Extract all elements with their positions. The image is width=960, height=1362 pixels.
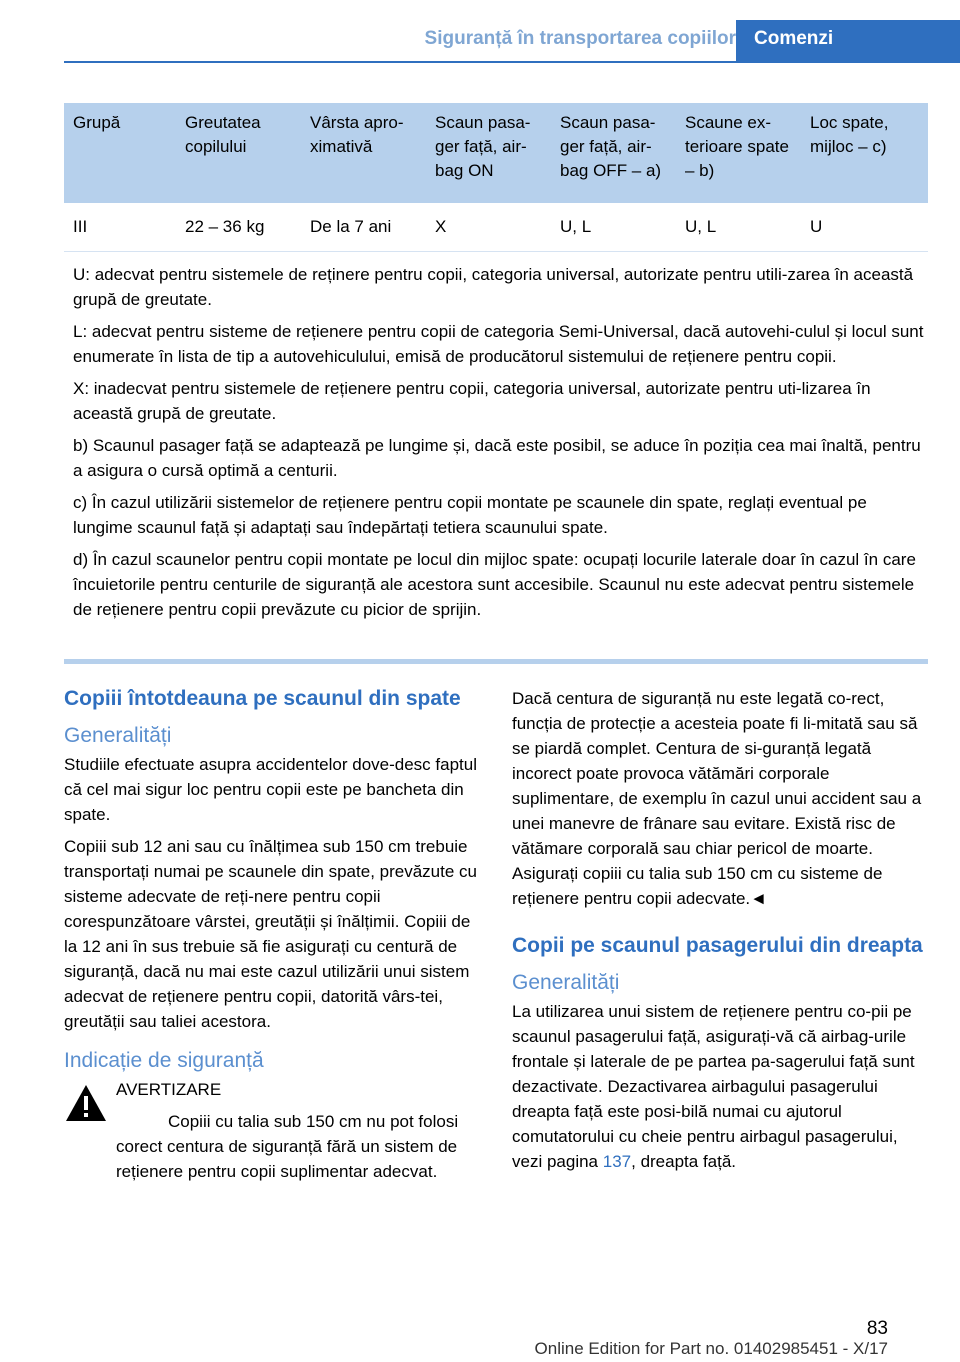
left-column xyxy=(64,686,480,1191)
paragraph: Copiii sub 12 ani sau cu înălțimea sub 150 cm trebuie transportați numai pe scaunele din spate, prevăzute cu sisteme adecvate de reți-nere pentru copii corespunzătoare vârstei, greutății și înălțimii. Copiii de la 12 ani în sus trebuie să fie asigurați cu centură de siguranță, dacă nu mai este cazul utilizării unui sistem adecvat de rețienere pentru copii, datorită vârs-tei, greutății sau taliei acestora. xyxy=(64,837,477,1031)
note-d: d) În cazul scaunelor pentru copii montate pe locul din mijloc spate: ocupați locurile laterale doar în cazul în care încuietorile pentru centurile de siguranță ale acestora sunt accesibile. Scaunul nu este adecvat pentru sistemele de rețienere pentru copii prevăzute cu picior de sprijin. xyxy=(73,550,916,619)
table-header-cell: Vârsta apro-ximativă xyxy=(301,103,426,203)
table-header-row xyxy=(64,103,928,203)
page-header xyxy=(0,20,960,61)
paragraph: Studiile efectuate asupra accidentelor dove-desc faptul că cel mai sigur loc pentru copii este pe bancheta din spate. xyxy=(64,755,477,824)
paragraph: La utilizarea unui sistem de rețienere pentru co-pii pe scaunul pasagerului față, asigurați-vă că airbag-urile frontale și laterale de pe partea pa-sagerului față sunt dezactivate. Dezactivarea airbagului pasagerului dreapta față este posi-bilă numai cu ajutorul comutatorului cu cheie pentru airbagul pasagerului, vezi pagina 137, dreapta față. xyxy=(512,1002,915,1171)
table-header-cell: Scaun pasa-ger față, air-bag ON xyxy=(426,103,551,203)
table-cell: U, L xyxy=(551,203,676,252)
child-seat-table xyxy=(64,103,928,252)
warning-text: Copiii cu talia sub 150 cm nu pot folosi corect centura de siguranță fără un sistem de rețienere pentru copii suplimentar adecvat. xyxy=(116,1112,459,1181)
table-cell: U, L xyxy=(676,203,801,252)
table-cell: De la 7 ani xyxy=(301,203,426,252)
page-link[interactable]: 137 xyxy=(602,1152,632,1171)
note-x: X: inadecvat pentru sistemele de rețienere pentru copii, categoria universal, autorizate pentru uti-lizarea în această grupă de greutate. xyxy=(73,379,871,423)
table-cell: III xyxy=(64,203,176,252)
header-divider xyxy=(64,61,960,63)
warning-title: AVERTIZARE xyxy=(116,1080,222,1099)
paragraph: Dacă centura de siguranță nu este legată co-rect, funcția de protecție a acesteia poate fi li-mitată sau să se piardă complet. Centura de si-guranță legată incorect poate provoca vătămări corporale suplimentare, de exemplu în cazul unui accident sau a unei manevre de frânare sau evitare. Există risc de vătămare corporală sau chiar pericol de moarte. Asigurați copiii cu talia sub 150 cm cu sisteme de rețienere pentru copii adecvate.◄ xyxy=(512,689,922,908)
table-header-cell: Loc spate, mijloc – c) xyxy=(801,103,928,203)
subsection-heading: Indicație de siguranță xyxy=(64,1049,264,1072)
section-title: Siguranță în transportarea copiilor xyxy=(424,28,736,49)
table-cell: U xyxy=(801,203,928,252)
edition-footer: Online Edition for Part no. 01402985451 - X/17 xyxy=(534,1339,888,1358)
note-u: U: adecvat pentru sistemele de reținere pentru copii, categoria universal, autorizate pentru utili-zarea în această grupă de greutate. xyxy=(73,265,914,309)
table-notes xyxy=(64,262,928,629)
table-cell: X xyxy=(426,203,551,252)
table-header-cell: Greutatea copilului xyxy=(176,103,301,203)
table-cell: 22 – 36 kg xyxy=(176,203,301,252)
table-row xyxy=(64,203,928,252)
table-header-cell: Scaune ex-terioare spate – b) xyxy=(676,103,801,203)
chapter-tab: Comenzi xyxy=(736,20,960,61)
warning-triangle-icon xyxy=(64,1083,108,1123)
note-c: c) În cazul utilizării sistemelor de rețienere pentru copii montate pe scaunele din spate, reglați eventual pe lungime scaunul față și adaptați sau îndepărtați tetiera scaunului spate. xyxy=(73,493,867,537)
warning-block xyxy=(64,1077,480,1184)
subsection-heading: Generalități xyxy=(64,724,172,747)
section-heading: Copii pe scaunul pasagerului din dreapta xyxy=(512,934,923,957)
page-number: 83 xyxy=(866,1318,888,1339)
note-b: b) Scaunul pasager față se adaptează pe lungime și, dacă este posibil, se aduce în poziția cea mai înaltă, pentru a asigura o cursă optimă a centurii. xyxy=(73,436,921,480)
right-column xyxy=(512,686,928,1181)
subsection-heading: Generalități xyxy=(512,971,620,994)
note-l: L: adecvat pentru sisteme de rețienere pentru copii de categoria Semi-Universal, dacă autovehi-culul și locul sunt enumerate în lista de tip a autovehiculului, emisă de producătorul sistemului de rețienere pentru copii. xyxy=(73,322,924,366)
table-header-cell: Scaun pasa-ger față, air-bag OFF – a) xyxy=(551,103,676,203)
table-header-cell: Grupă xyxy=(64,103,176,203)
table-bottom-rule xyxy=(64,659,928,664)
section-heading: Copiii întotdeauna pe scaunul din spate xyxy=(64,687,461,710)
